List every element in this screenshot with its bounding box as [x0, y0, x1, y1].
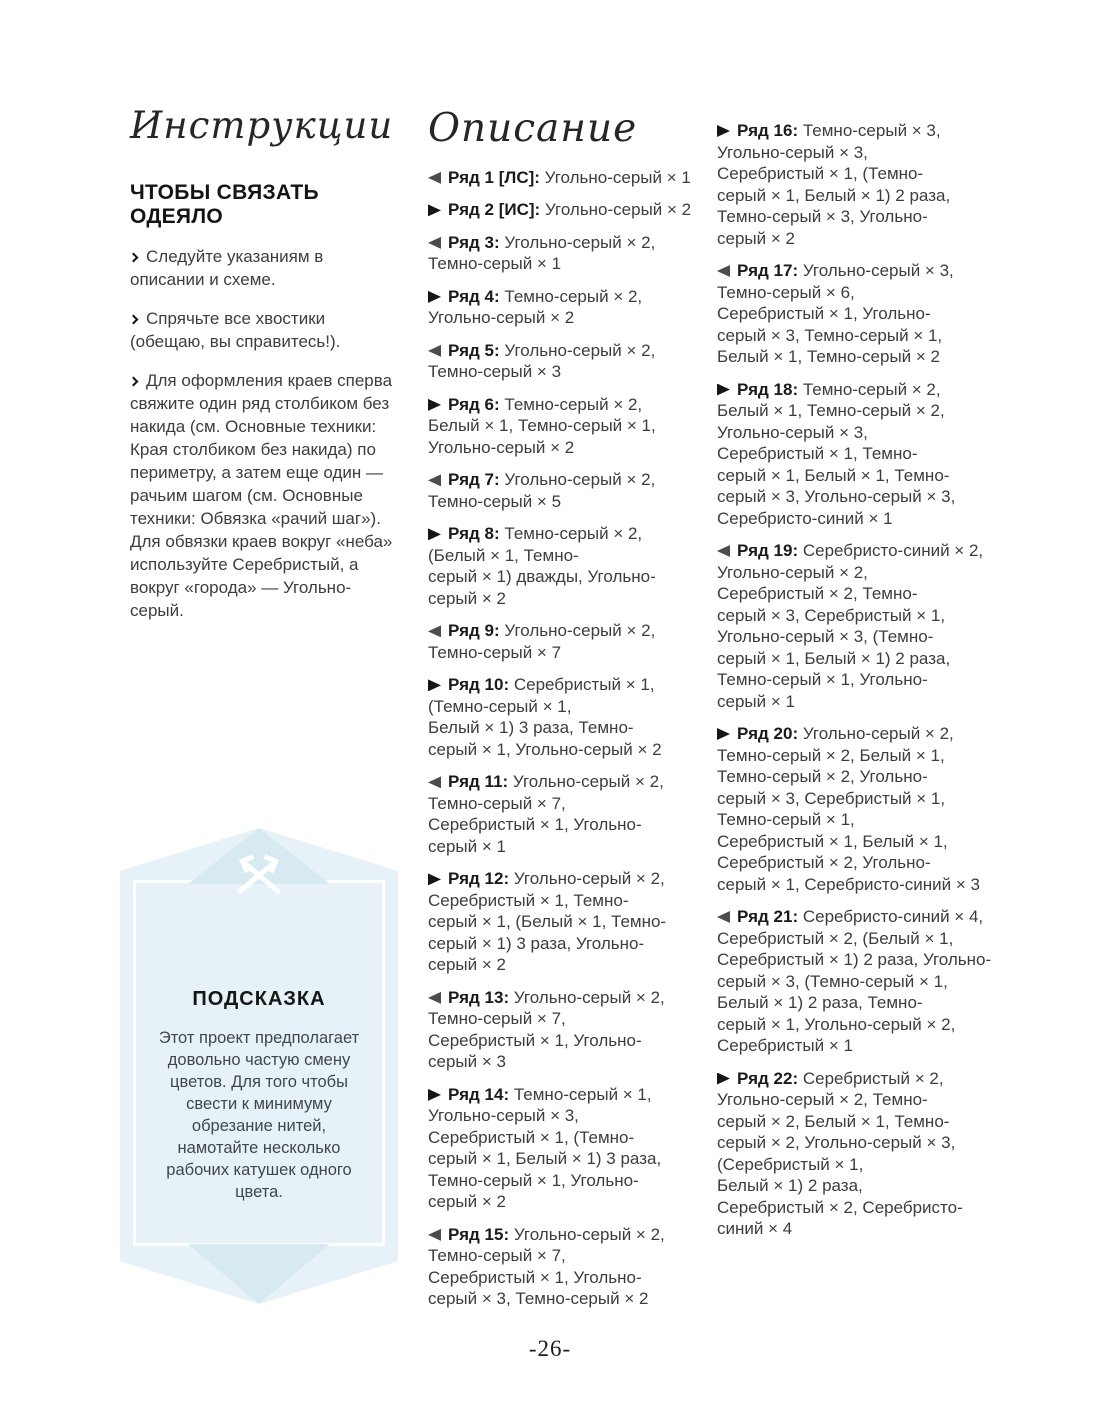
row-direction-icon — [428, 172, 441, 184]
pattern-row — [717, 120, 997, 249]
row-direction-icon — [428, 1229, 441, 1241]
pattern-row — [717, 540, 997, 712]
instruction-bullet — [130, 369, 402, 622]
instruction-bullet — [130, 307, 402, 353]
row-label: Ряд 21: — [737, 907, 799, 926]
row-direction-icon — [428, 237, 441, 249]
row-text: Угольно-серый × 2, Темно-серый × 7, Серебристый × 1, Угольно-серый × 3, Темно-серый × 2 — [428, 1224, 665, 1309]
chevron-bullet-icon — [129, 377, 139, 387]
pattern-row — [428, 620, 700, 663]
pattern-row — [428, 523, 700, 609]
row-direction-icon — [428, 873, 441, 885]
pattern-row — [428, 199, 700, 221]
row-direction-icon — [428, 528, 441, 540]
row-text: Угольно-серый × 2, Серебристый × 1, Темно-серый × 1, (Белый × 1, Темно-серый × 1) 3 раза, Угольно-серый × 2 — [428, 869, 667, 975]
row-text: Темно-серый × 2, Белый × 1, Темно-серый × 1, Угольно-серый × 2 — [428, 394, 656, 457]
instruction-list — [130, 245, 402, 622]
row-label: Ряд 4: — [448, 286, 500, 306]
row-label: Ряд 13: — [448, 987, 510, 1007]
row-text: Темно-серый × 2, Белый × 1, Темно-серый × 2, Угольно-серый × 3, Серебристый × 1, Темно-серый × 1, Белый × 1, Темно-серый × 3, Угольно-серый × 3, Серебристо-синий × 1 — [717, 379, 956, 528]
row-label: Ряд 12: — [448, 869, 510, 889]
row-direction-icon — [428, 399, 441, 411]
row-label: Ряд 8: — [448, 524, 500, 544]
pattern-row — [717, 1068, 997, 1240]
row-text: Темно-серый × 1, Угольно-серый × 3, Серебристый × 1, (Темно-серый × 1, Белый × 1) 3 раза, Темно-серый × 1, Угольно-серый × 2 — [428, 1084, 662, 1212]
row-direction-icon — [428, 776, 441, 788]
instruction-bullet — [130, 245, 402, 291]
row-text: Угольно-серый × 2, Темно-серый × 1 — [428, 232, 656, 274]
row-text: Темно-серый × 2, Угольно-серый × 2 — [428, 286, 643, 328]
description-script-title: Описание — [428, 106, 638, 151]
row-text: Угольно-серый × 2, Темно-серый × 5 — [428, 470, 656, 511]
pattern-row — [428, 1084, 700, 1213]
instruction-text: Для оформления краев сперва свяжите один ряд столбиком без накида (см. Основные техники: Края столбиком без накида) по периметру, а затем еще один — рачьим шагом (см. Основные техники: Обвязка «рачий шаг»). Для обвязки краев вокруг «неба» используйте Серебристый, а вокруг «города» — Угольно-серый. — [130, 370, 393, 620]
row-text: Угольно-серый × 2, Темно-серый × 7, Серебристый × 1, Угольно-серый × 3 — [428, 987, 665, 1072]
row-label: Ряд 15: — [448, 1224, 510, 1244]
pattern-rows-column-2 — [717, 120, 997, 1240]
row-label: Ряд 14: — [448, 1084, 510, 1104]
row-direction-icon — [428, 992, 441, 1004]
pattern-row — [717, 379, 997, 530]
row-direction-icon — [428, 625, 441, 637]
row-label: Ряд 9: — [448, 621, 500, 641]
row-text: Серебристый × 2, Угольно-серый × 2, Темно-серый × 2, Белый × 1, Темно-серый × 2, Угольно-серый × 3, (Серебристый × 1, Белый × 1) 2 раза, Серебристый × 2, Серебристо-синий × 4 — [717, 1068, 963, 1238]
pattern-row — [428, 771, 700, 857]
row-text: Темно-серый × 3, Угольно-серый × 3, Серебристый × 1, (Темно-серый × 1, Белый × 1) 2 раза, Темно-серый × 3, Угольно-серый × 2 — [717, 121, 951, 248]
row-text: Угольно-серый × 2 — [544, 200, 692, 220]
row-text: Серебристо-синий × 2, Угольно-серый × 2, Серебристый × 2, Темно-серый × 3, Серебристый × 1, Угольно-серый × 3, (Темно-серый × 1, Белый × 1) 2 раза, Темно-серый × 1, Угольно-серый × 1 — [717, 541, 984, 711]
row-direction-icon — [717, 125, 730, 137]
row-label: Ряд 3: — [448, 232, 500, 252]
pattern-row — [717, 723, 997, 895]
chevron-bullet-icon — [129, 253, 139, 263]
row-direction-icon — [428, 474, 441, 486]
hint-text: Этот проект предполагает довольно частую смену цветов. Для того чтобы свести к минимуму обрезание нитей, намотайте несколько рабочих катушек одного цвета. — [158, 1029, 360, 1201]
pattern-row — [717, 260, 997, 368]
row-label: Ряд 5: — [448, 340, 500, 360]
instructions-column — [130, 106, 402, 622]
pattern-row — [428, 987, 700, 1073]
row-text: Угольно-серый × 1 — [544, 167, 691, 187]
description-column-1 — [428, 108, 700, 1321]
row-label: Ряд 17: — [737, 261, 799, 280]
row-direction-icon — [717, 384, 730, 396]
hint-title: ПОДСКАЗКА — [192, 988, 326, 1010]
page-number: -26- — [528, 1336, 572, 1361]
pattern-row — [428, 232, 700, 275]
row-direction-icon — [428, 291, 441, 303]
row-text: Темно-серый × 2, (Белый × 1, Темно-серый × 1) дважды, Угольно-серый × 2 — [428, 524, 656, 608]
pattern-row — [428, 394, 700, 459]
row-direction-icon — [428, 345, 441, 357]
row-label: Ряд 10: — [448, 675, 510, 695]
row-label: Ряд 18: — [737, 379, 799, 399]
row-direction-icon — [428, 679, 441, 691]
pattern-row — [428, 1224, 700, 1310]
row-direction-icon — [428, 204, 441, 216]
pattern-row — [428, 167, 700, 189]
row-label: Ряд 11: — [448, 772, 509, 792]
row-direction-icon — [717, 1073, 730, 1085]
instruction-text: Следуйте указаниям в описании и схеме. — [130, 246, 324, 289]
pattern-row — [428, 286, 700, 329]
row-direction-icon — [717, 545, 730, 557]
row-label: Ряд 7: — [448, 470, 500, 490]
pattern-row — [428, 868, 700, 976]
row-direction-icon — [717, 265, 730, 277]
pattern-row — [428, 469, 700, 512]
row-text: Серебристый × 1, (Темно-серый × 1, Белый × 1) 3 раза, Темно-серый × 1, Угольно-серый × 2 — [428, 675, 662, 759]
row-label: Ряд 2 [ИС]: — [448, 200, 541, 220]
description-column-2 — [717, 120, 997, 1251]
row-direction-icon — [428, 1089, 441, 1101]
pattern-rows-column-1 — [428, 167, 700, 1310]
pattern-row — [717, 906, 997, 1057]
pattern-row — [428, 340, 700, 383]
row-label: Ряд 20: — [737, 724, 799, 743]
instructions-script-title: Инструкции — [130, 104, 394, 147]
row-label: Ряд 22: — [737, 1068, 799, 1088]
row-label: Ряд 16: — [737, 121, 799, 140]
chevron-bullet-icon — [129, 315, 139, 325]
row-direction-icon — [717, 911, 730, 923]
section-heading: ЧТОБЫ СВЯЗАТЬ ОДЕЯЛО — [130, 180, 319, 228]
row-label: Ряд 6: — [448, 394, 500, 414]
row-text: Угольно-серый × 2, Темно-серый × 7, Серебристый × 1, Угольно-серый × 1 — [428, 772, 664, 856]
row-label: Ряд 19: — [737, 541, 799, 560]
hint-content — [148, 988, 370, 1203]
row-text: Угольно-серый × 2, Темно-серый × 3 — [428, 340, 656, 382]
row-text: Угольно-серый × 2, Темно-серый × 2, Белый × 1, Темно-серый × 2, Угольно-серый × 3, Серебристый × 1, Темно-серый × 1, Серебристый × 1, Белый × 1, Серебристый × 2, Угольно-серый × 1, Серебристо-синий × 3 — [717, 724, 980, 894]
hint-box — [120, 828, 398, 1304]
row-direction-icon — [717, 728, 730, 740]
row-text: Угольно-серый × 3, Темно-серый × 6, Серебристый × 1, Угольно-серый × 3, Темно-серый × 1, Белый × 1, Темно-серый × 2 — [717, 261, 954, 366]
crossed-crochet-hooks-icon — [229, 850, 289, 898]
row-text: Угольно-серый × 2, Темно-серый × 7 — [428, 621, 656, 662]
row-text: Серебристо-синий × 4, Серебристый × 2, (Белый × 1, Серебристый × 1) 2 раза, Угольно-серый × 3, (Темно-серый × 1, Белый × 1) 2 раза, Темно-серый × 1, Угольно-серый × 2, Серебристый × 1 — [717, 907, 992, 1055]
row-label: Ряд 1 [ЛС]: — [448, 167, 540, 187]
pattern-row — [428, 674, 700, 760]
instruction-text: Спрячьте все хвостики (обещаю, вы справитесь!). — [130, 308, 341, 351]
